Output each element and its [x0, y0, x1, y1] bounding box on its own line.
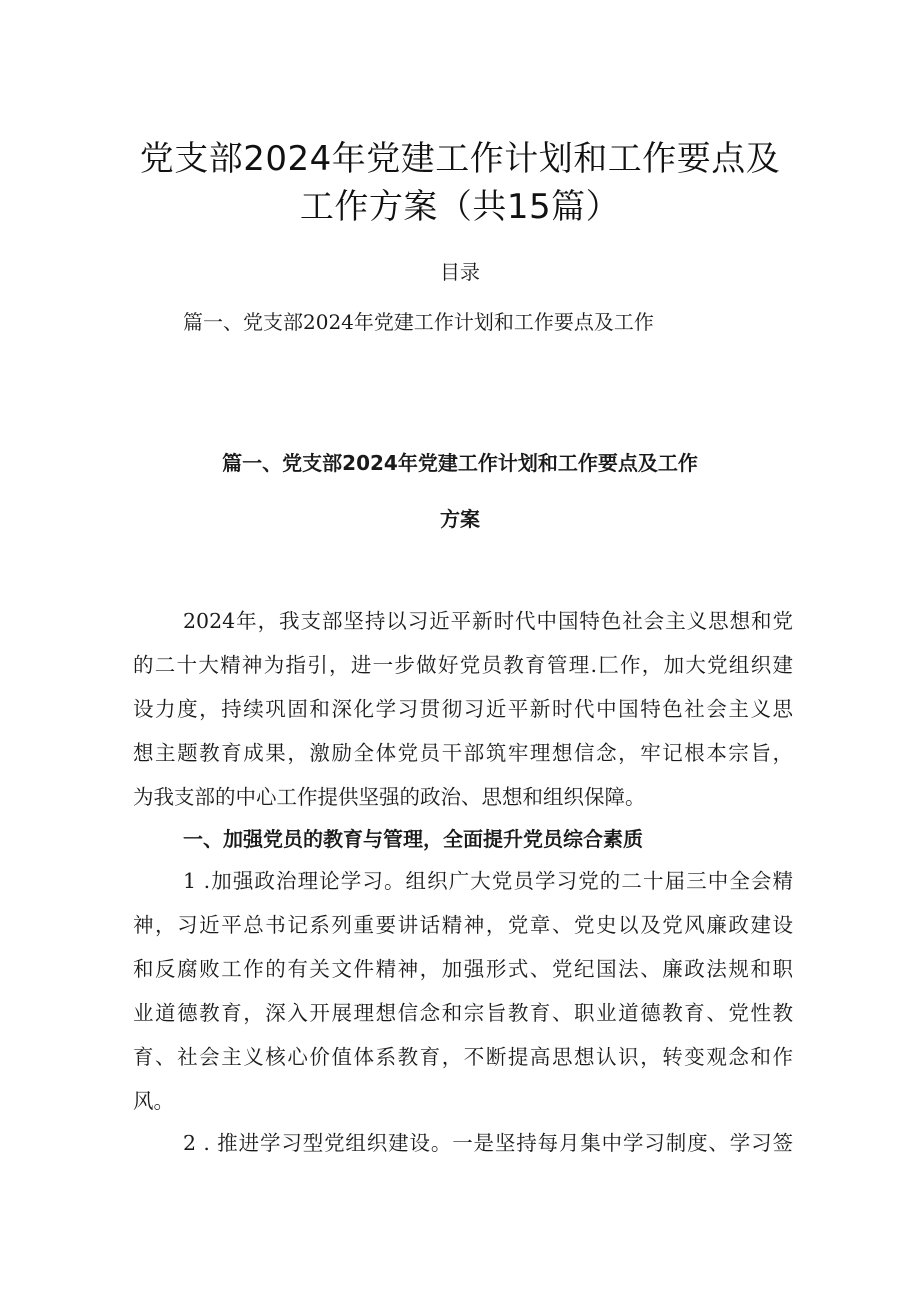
section-title-line-1: 篇一、党支部2024年党建工作计划和工作要点及工作: [222, 451, 698, 475]
paragraph-line: 神，习近平总书记系列重要讲话精神，党章、党史以及党风廉政建设: [133, 913, 793, 937]
paragraph-line: 为我支部的中心工作提供坚强的政治、思想和组织保障。: [133, 785, 646, 809]
paragraph-line: 设力度，持续巩固和深化学习贯彻习近平新时代中国特色社会主义思: [133, 697, 793, 721]
paragraph-line: 育、社会主义核心价值体系教育，不断提高思想认识，转变观念和作: [133, 1045, 793, 1069]
section-heading-1: 一、加强党员的教育与管理，全面提升党员综合素质: [183, 827, 643, 851]
paragraph-line: 的二十大精神为指引，进一步做好党员教育管理.匚作，加大党组织建: [133, 653, 793, 677]
paragraph-line: 想主题教育成果，激励全体党员干部筑牢理想信念，牢记根本宗旨，: [133, 741, 793, 765]
document-title-line-2: 工作方案（共15篇）: [299, 187, 621, 227]
section-title-line-2: 方案: [440, 507, 480, 531]
paragraph-line: 业道德教育，深入开展理想信念和宗旨教育、职业道德教育、党性教: [133, 1001, 793, 1025]
paragraph-line: 1 .加强政治理论学习。组织广大党员学习党的二十届三中全会精: [183, 869, 793, 893]
document-title-line-1: 党支部2024年党建工作计划和工作要点及: [139, 139, 781, 179]
paragraph-line: 和反腐败工作的有关文件精神，加强形式、党纪国法、廉政法规和职: [133, 957, 793, 981]
toc-heading: 目录: [440, 260, 480, 284]
paragraph-line: 风。: [133, 1089, 174, 1113]
paragraph-line: 2 . 推进学习型党组织建设。一是坚持每月集中学习制度、学习签: [183, 1131, 793, 1155]
toc-item[interactable]: 篇一、党支部2024年党建工作计划和工作要点及工作: [183, 310, 654, 334]
paragraph-line: 2024年，我支部坚持以习近平新时代中国特色社会主义思想和党: [183, 609, 793, 633]
